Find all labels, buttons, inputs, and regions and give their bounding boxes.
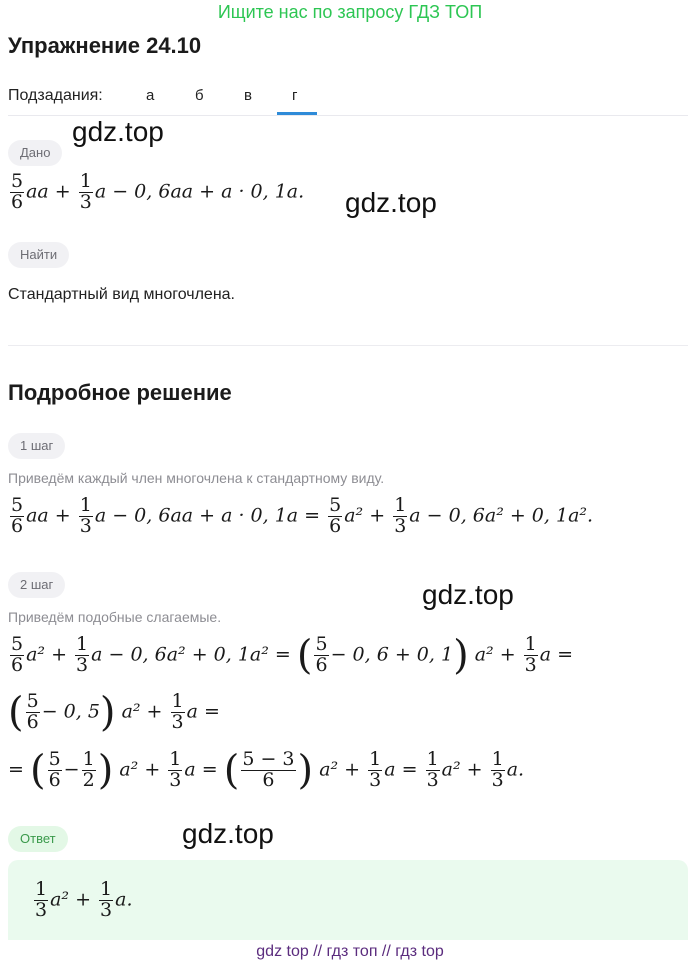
fraction: $\frac{1}{3}$ — [426, 748, 439, 791]
subtask-tab-a[interactable]: а — [146, 87, 155, 104]
fraction: $\frac{1}{3}$ — [79, 494, 92, 537]
fraction: $\frac{1}{2}$ — [82, 748, 95, 791]
fraction: $\frac{1}{3}$ — [100, 878, 113, 921]
step2-line2: ( $\frac{5}{6}$ − 0, 5) a² + $\frac{1}{3}$ a = — [8, 689, 220, 736]
fraction: $\frac{5}{6}$ — [11, 170, 24, 213]
fraction: $\frac{1}{3}$ — [491, 748, 504, 791]
given-chip: Дано — [8, 140, 62, 166]
step2-chip: 2 шаг — [8, 572, 65, 598]
step2-line1: $\frac{5}{6}$ a² + $\frac{1}{3}$ a − 0, 6a² + 0, 1a² = ( $\frac{5}{6}$ − 0, 6 + 0, 1) a² + $\frac{1}{3}$ a = — [11, 632, 574, 679]
fraction: $\frac{1}{3}$ — [169, 748, 182, 791]
watermark: gdz.top — [422, 579, 514, 610]
subtask-tab-b[interactable]: б — [195, 87, 204, 104]
subtasks-label: Подзадания: — [8, 87, 103, 104]
step1-expression: $\frac{5}{6}$ aa + $\frac{1}{3}$ a − 0, 6aa + a · 0, 1a = $\frac{5}{6}$ a² + $\frac{1}{3}$ a − 0, 6a² + 0, 1a². — [11, 494, 594, 537]
footer-links[interactable]: gdz top // гдз топ // гдз top — [256, 943, 444, 960]
step2-hint: Приведём подобные слагаемые. — [8, 609, 222, 625]
fraction: $\frac{1}{3}$ — [524, 633, 537, 676]
fraction: $\frac{1}{3}$ — [171, 690, 184, 733]
fraction: $\frac{1}{3}$ — [369, 748, 382, 791]
watermark: gdz.top — [72, 116, 164, 147]
fraction: $\frac{5}{6}$ — [11, 494, 24, 537]
fraction: $\frac{5}{6}$ — [48, 748, 61, 791]
solution-title: Подробное решение — [8, 380, 232, 405]
fraction: $\frac{5 - 3}{6}$ — [242, 748, 295, 791]
answer-chip: Ответ — [8, 826, 68, 852]
step1-chip: 1 шаг — [8, 433, 65, 459]
page-title: Упражнение 24.10 — [8, 33, 202, 58]
watermark: gdz.top — [182, 818, 274, 849]
fraction: $\frac{5}{6}$ — [329, 494, 342, 537]
find-text: Стандартный вид многочлена. — [8, 286, 235, 303]
fraction: $\frac{5}{6}$ — [26, 690, 39, 733]
fraction: $\frac{1}{3}$ — [79, 170, 92, 213]
given-expression: $\frac{5}{6}$ aa + $\frac{1}{3}$ a − 0, 6aa + a · 0, 1a. — [11, 170, 305, 213]
section-divider — [8, 345, 688, 346]
fraction: $\frac{1}{3}$ — [394, 494, 407, 537]
answer-expression: $\frac{1}{3}$ a² + $\frac{1}{3}$ a. — [35, 878, 133, 921]
fraction: $\frac{1}{3}$ — [76, 633, 89, 676]
subtask-tab-v[interactable]: в — [244, 87, 252, 104]
fraction: $\frac{1}{3}$ — [35, 878, 48, 921]
subtask-tab-g[interactable]: г — [292, 87, 298, 104]
find-chip: Найти — [8, 242, 69, 268]
fraction: $\frac{5}{6}$ — [11, 633, 24, 676]
step2-line3: = ( $\frac{5}{6}$ − $\frac{1}{2}$ ) a² + $\frac{1}{3}$ a = ( $\frac{5 - 3}{6}$ ) a² + $\frac{1}{3}$ a = $\frac{1}{3}$ a² + $\frac{1}{3}$ a. — [8, 747, 525, 794]
fraction: $\frac{5}{6}$ — [315, 633, 328, 676]
step1-hint: Приведём каждый член многочлена к стандартному виду. — [8, 470, 385, 486]
search-banner: Ищите нас по запросу ГДЗ ТОП — [217, 2, 483, 22]
watermark: gdz.top — [345, 187, 437, 218]
